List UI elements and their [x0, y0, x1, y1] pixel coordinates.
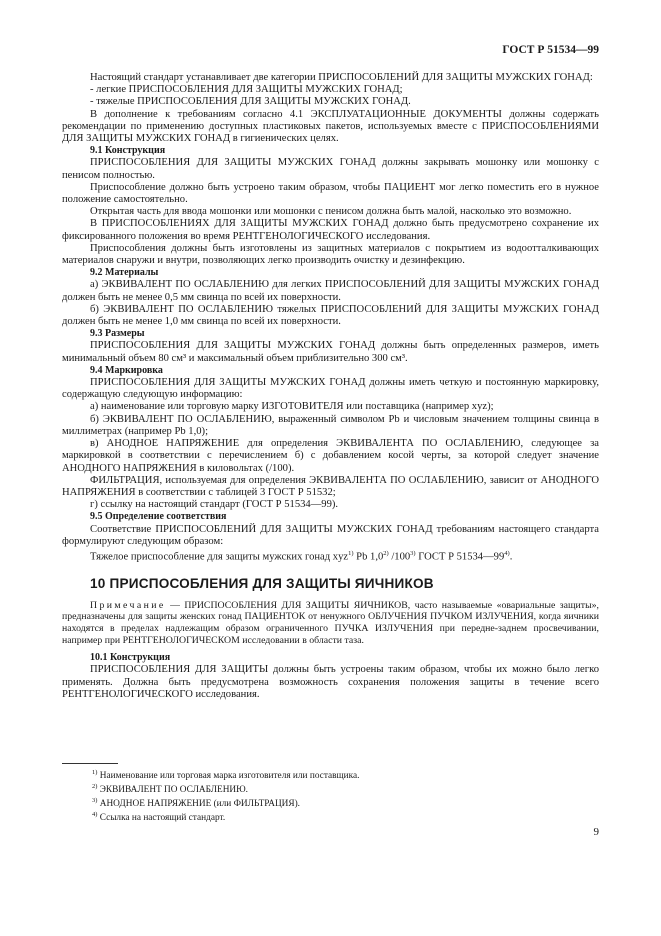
footnote-text: АНОДНОЕ НАПРЯЖЕНИЕ (или ФИЛЬТРАЦИЯ).	[99, 799, 301, 810]
example-voltage: /100	[388, 551, 411, 563]
document-body	[62, 72, 599, 701]
footnote	[92, 783, 248, 795]
section-heading-10-1: 10.1 Конструкция	[90, 652, 171, 664]
example-lead: Тяжелое приспособление для защиты мужских гонад xyz	[90, 551, 349, 563]
paragraph: В дополнение к требованиям согласно 4.1 ЭКСПЛУАТАЦИОННЫЕ ДОКУМЕНТЫ должны содержать рекомендации по применению доступных пластиковых пакетов, используемых вместе с ПРИСПОСОБЛЕНИЯМИ ДЛЯ ЗАЩИТЫ МУЖСКИХ ГОНАД в гигиенических целях.	[62, 108, 599, 145]
footnote-ref: 2)	[383, 549, 389, 557]
paragraph: ПРИСПОСОБЛЕНИЯ ДЛЯ ЗАЩИТЫ МУЖСКИХ ГОНАД должны быть определенных размеров, иметь минимальный объем 80 см³ и максимальный объем приблизительно 300 см³.	[62, 340, 599, 364]
example-pb: Pb 1,0	[353, 551, 384, 563]
footnote-mark: 4)	[92, 811, 98, 818]
document-id-header: ГОСТ Р 51534—99	[502, 44, 599, 56]
list-item: б) ЭКВИВАЛЕНТ ПО ОСЛАБЛЕНИЮ, выраженный символом Pb и числовым значением толщины свинца в миллиметрах (например Pb 1,0);	[62, 413, 599, 437]
note-label: Примечание	[90, 599, 166, 611]
list-item: - тяжелые ПРИСПОСОБЛЕНИЯ ДЛЯ ЗАЩИТЫ МУЖСКИХ ГОНАД.	[90, 96, 411, 108]
section-heading-9-5: 9.5 Определение соответствия	[90, 511, 227, 523]
note-text: — ПРИСПОСОБЛЕНИЯ ДЛЯ ЗАЩИТЫ ЯИЧНИКОВ, часто называемые «овариальные защиты», предназначены для защиты женских гонад ПАЦИЕНТОК от ненужного ОБЛУЧЕНИЯ ПУЧКОМ ИЗЛУЧЕНИЯ, когда яичники находятся в пределах надлежащим образом ограниченного ПУЧКА ИЗЛУЧЕНИЯ при передне-заднем просвечивании, например при РЕНТГЕНОЛОГИЧЕСКОМ исследовании в области таза.	[62, 599, 599, 646]
section-heading-9-3: 9.3 Размеры	[90, 328, 145, 340]
paragraph: ПРИСПОСОБЛЕНИЯ ДЛЯ ЗАЩИТЫ должны быть устроены таким образом, чтобы их можно было легко применять. Должна быть предусмотрена возможность сохранения положения защиты в течение всего РЕНТГЕНОЛОГИЧЕСКОГО исследования.	[62, 664, 599, 700]
footnote-ref: 4)	[504, 549, 510, 557]
footnote-text: ЭКВИВАЛЕНТ ПО ОСЛАБЛЕНИЮ.	[99, 785, 249, 796]
paragraph: ФИЛЬТРАЦИЯ, используемая для определения ЭКВИВАЛЕНТА ПО ОСЛАБЛЕНИЮ, зависит от АНОДНОГО НАПРЯЖЕНИЯ в соответствии с таблицей 3 ГОСТ Р 51532;	[62, 474, 599, 498]
example-tail: .	[509, 551, 513, 563]
paragraph: Открытая часть для ввода мошонки или мошонки с пенисом должна быть малой, насколько это возможно.	[90, 206, 572, 218]
footnote	[92, 797, 300, 809]
paragraph: Приспособление должно быть устроено таким образом, чтобы ПАЦИЕНТ мог легко поместить его в нужное положение самостоятельно.	[62, 181, 599, 206]
section-heading-9-2: 9.2 Материалы	[90, 267, 159, 279]
paragraph: ПРИСПОСОБЛЕНИЯ ДЛЯ ЗАЩИТЫ МУЖСКИХ ГОНАД должны иметь четкую и постоянную маркировку, содержащую следующую информацию:	[62, 377, 599, 401]
footnote	[92, 811, 225, 823]
list-item: г) ссылку на настоящий стандарт (ГОСТ Р 51534—99).	[90, 499, 339, 511]
footnote-text: Наименование или торговая марка изготовителя или поставщика.	[99, 771, 360, 782]
list-item: а) наименование или торговую марку ИЗГОТОВИТЕЛЯ или поставщика (например xyz);	[90, 401, 494, 413]
paragraph: ПРИСПОСОБЛЕНИЯ ДЛЯ ЗАЩИТЫ МУЖСКИХ ГОНАД должны закрывать мошонку или мошонку с пенисом полностью.	[62, 157, 599, 181]
section-heading-9-1: 9.1 Конструкция	[90, 145, 166, 157]
note	[62, 600, 599, 646]
paragraph: Приспособления должны быть изготовлены из защитных материалов с покрытием из водоотталкивающих материалов снаружи и внутри, позволяющих легко производить очистку и дезинфекцию.	[62, 242, 599, 267]
list-item: в) АНОДНОЕ НАПРЯЖЕНИЕ для определения ЭКВИВАЛЕНТА ПО ОСЛАБЛЕНИЮ, следующее за маркировкой в соответствии с перечислением б) с добавлением косой черты, за которой следует значение АНОДНОГО НАПРЯЖЕНИЯ в киловольтах (/100).	[62, 438, 599, 474]
marking-example	[62, 548, 599, 564]
footnote-mark: 1)	[92, 769, 98, 776]
page-number: 9	[593, 826, 599, 838]
example-standard: ГОСТ Р 51534—99	[415, 551, 505, 563]
list-item: - легкие ПРИСПОСОБЛЕНИЯ ДЛЯ ЗАЩИТЫ МУЖСКИХ ГОНАД;	[90, 84, 403, 96]
footnote-mark: 2)	[92, 783, 98, 790]
footnote-ref: 1)	[348, 549, 354, 557]
footnote-divider	[62, 763, 118, 764]
footnote	[92, 769, 359, 781]
paragraph: Настоящий стандарт устанавливает две категории ПРИСПОСОБЛЕНИЙ ДЛЯ ЗАЩИТЫ МУЖСКИХ ГОНАД:	[90, 72, 593, 83]
footnote-text: Ссылка на настоящий стандарт.	[99, 813, 226, 824]
footnote-ref: 3)	[410, 549, 416, 557]
section-heading-9-4: 9.4 Маркировка	[90, 364, 163, 376]
paragraph: Соответствие ПРИСПОСОБЛЕНИЙ ДЛЯ ЗАЩИТЫ МУЖСКИХ ГОНАД требованиям настоящего стандарта формулируют следующим образом:	[62, 523, 599, 547]
footnote-mark: 3)	[92, 797, 98, 804]
paragraph: В ПРИСПОСОБЛЕНИЯХ ДЛЯ ЗАЩИТЫ МУЖСКИХ ГОНАД должно быть предусмотрено сохранение их фиксированного положения во время РЕНТГЕНОЛОГИЧЕСКОГО исследования.	[62, 218, 599, 242]
section-heading-10: 10 ПРИСПОСОБЛЕНИЯ ДЛЯ ЗАЩИТЫ ЯИЧНИКОВ	[90, 575, 434, 591]
list-item: а) ЭКВИВАЛЕНТ ПО ОСЛАБЛЕНИЮ для легких ПРИСПОСОБЛЕНИЙ ДЛЯ ЗАЩИТЫ МУЖСКИХ ГОНАД должен быть не менее 0,5 мм свинца по всей их поверхности.	[62, 279, 599, 303]
list-item: б) ЭКВИВАЛЕНТ ПО ОСЛАБЛЕНИЮ тяжелых ПРИСПОСОБЛЕНИЙ ДЛЯ ЗАЩИТЫ МУЖСКИХ ГОНАД должен быть не менее 1,0 мм свинца по всей их поверхности.	[62, 303, 599, 328]
